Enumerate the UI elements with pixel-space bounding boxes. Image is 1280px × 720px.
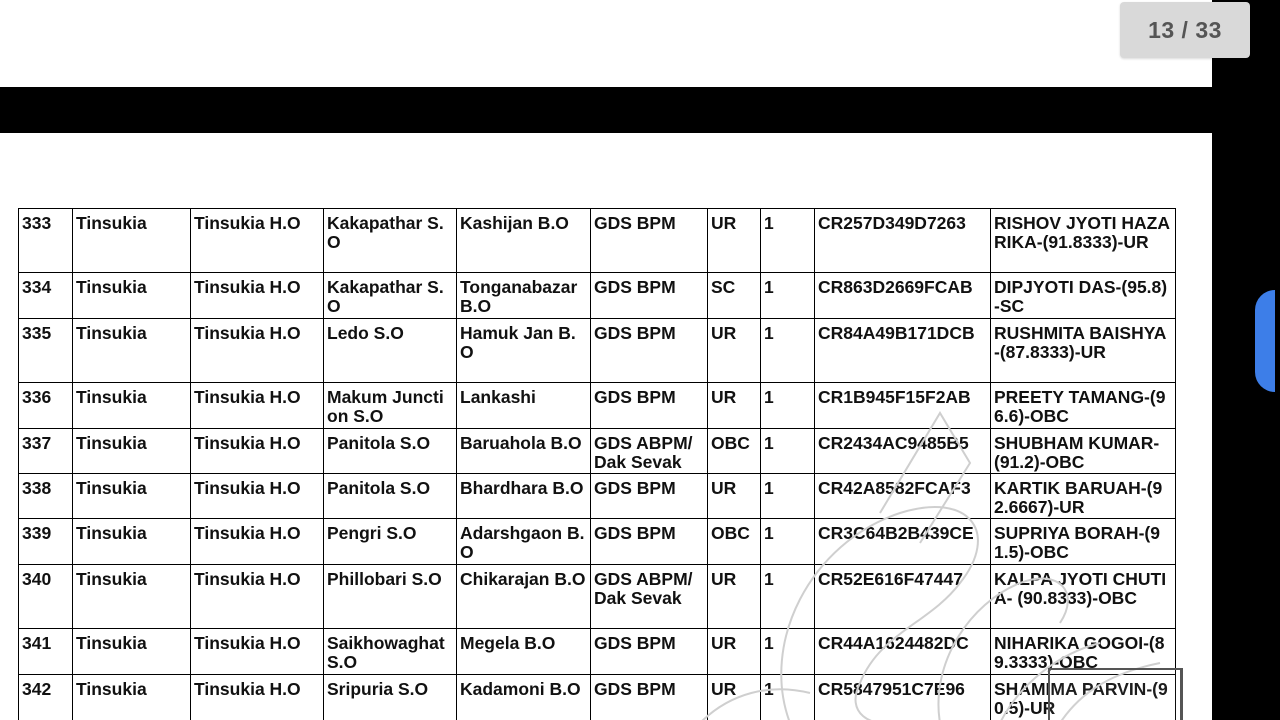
branch-office-cell: Tonganabazar B.O [457,273,591,319]
sl-no-cell: 333 [19,209,73,273]
head-office-cell: Tinsukia H.O [191,319,324,383]
head-office-cell: Tinsukia H.O [191,429,324,474]
division-cell: Tinsukia [73,629,191,675]
sub-office-cell: Pengri S.O [324,519,457,565]
division-cell: Tinsukia [73,383,191,429]
candidate-cell: DIPJYOTI DAS-(95.8)-SC [991,273,1176,319]
table-row [19,429,1176,474]
candidate-cell: SHUBHAM KUMAR-(91.2)-OBC [991,429,1176,474]
vacancy-cell: 1 [761,383,815,429]
registration-cell: CR42A8582FCAF3 [815,474,991,519]
post-cell: GDS ABPM/ Dak Sevak [591,429,708,474]
registration-cell: CR863D2669FCAB [815,273,991,319]
candidate-cell: PREETY TAMANG-(96.6)-OBC [991,383,1176,429]
sub-office-cell: Saikhowaghat S.O [324,629,457,675]
post-cell: GDS BPM [591,273,708,319]
table-row [19,209,1176,273]
table-row [19,519,1176,565]
sl-no-cell: 341 [19,629,73,675]
document-page [0,133,1212,720]
candidate-cell: KALPA JYOTI CHUTIA- (90.8333)-OBC [991,565,1176,629]
candidate-cell: SHAMIMA PARVIN-(90.5)-UR [991,675,1176,720]
head-office-cell: Tinsukia H.O [191,383,324,429]
category-cell: UR [708,209,761,273]
sub-office-cell: Kakapathar S.O [324,273,457,319]
results-table-body [19,209,1176,720]
vacancy-cell: 1 [761,429,815,474]
division-cell: Tinsukia [73,209,191,273]
branch-office-cell: Kashijan B.O [457,209,591,273]
sl-no-cell: 342 [19,675,73,720]
table-row [19,273,1176,319]
category-cell: UR [708,474,761,519]
post-cell: GDS BPM [591,209,708,273]
post-cell: GDS BPM [591,474,708,519]
vacancy-cell: 1 [761,209,815,273]
vacancy-cell: 1 [761,319,815,383]
head-office-cell: Tinsukia H.O [191,474,324,519]
category-cell: UR [708,629,761,675]
head-office-cell: Tinsukia H.O [191,675,324,720]
division-cell: Tinsukia [73,675,191,720]
page-counter: 13 / 33 [1120,2,1250,58]
table-row [19,629,1176,675]
branch-office-cell: Hamuk Jan B.O [457,319,591,383]
sub-office-cell: Kakapathar S.O [324,209,457,273]
scroll-handle[interactable] [1255,290,1275,392]
post-cell: GDS BPM [591,675,708,720]
category-cell: UR [708,565,761,629]
category-cell: OBC [708,429,761,474]
category-cell: UR [708,675,761,720]
table-row [19,675,1176,720]
post-cell: GDS BPM [591,319,708,383]
branch-office-cell: Chikarajan B.O [457,565,591,629]
post-cell: GDS BPM [591,519,708,565]
division-cell: Tinsukia [73,429,191,474]
table-row [19,383,1176,429]
branch-office-cell: Megela B.O [457,629,591,675]
vacancy-cell: 1 [761,273,815,319]
division-cell: Tinsukia [73,565,191,629]
registration-cell: CR84A49B171DCB [815,319,991,383]
sub-office-cell: Panitola S.O [324,474,457,519]
table-row [19,319,1176,383]
head-office-cell: Tinsukia H.O [191,519,324,565]
category-cell: SC [708,273,761,319]
sl-no-cell: 339 [19,519,73,565]
sub-office-cell: Ledo S.O [324,319,457,383]
category-cell: OBC [708,519,761,565]
post-cell: GDS BPM [591,629,708,675]
branch-office-cell: Bhardhara B.O [457,474,591,519]
sl-no-cell: 336 [19,383,73,429]
sl-no-cell: 334 [19,273,73,319]
sl-no-cell: 338 [19,474,73,519]
sub-office-cell: Sripuria S.O [324,675,457,720]
vacancy-cell: 1 [761,675,815,720]
vacancy-cell: 1 [761,474,815,519]
viewer-top-area [0,0,1212,87]
vacancy-cell: 1 [761,565,815,629]
registration-cell: CR2434AC9485B5 [815,429,991,474]
sl-no-cell: 337 [19,429,73,474]
registration-cell: CR1B945F15F2AB [815,383,991,429]
vacancy-cell: 1 [761,519,815,565]
candidate-cell: RUSHMITA BAISHYA-(87.8333)-UR [991,319,1176,383]
sub-office-cell: Makum Junction S.O [324,383,457,429]
head-office-cell: Tinsukia H.O [191,629,324,675]
candidate-cell: KARTIK BARUAH-(92.6667)-UR [991,474,1176,519]
post-cell: GDS ABPM/ Dak Sevak [591,565,708,629]
sl-no-cell: 340 [19,565,73,629]
category-cell: UR [708,319,761,383]
head-office-cell: Tinsukia H.O [191,209,324,273]
vacancy-cell: 1 [761,629,815,675]
registration-cell: CR52E616F47447 [815,565,991,629]
head-office-cell: Tinsukia H.O [191,273,324,319]
results-table [18,208,1176,720]
branch-office-cell: Kadamoni B.O [457,675,591,720]
division-cell: Tinsukia [73,519,191,565]
branch-office-cell: Adarshgaon B.O [457,519,591,565]
table-row [19,565,1176,629]
branch-office-cell: Lankashi [457,383,591,429]
sl-no-cell: 335 [19,319,73,383]
table-row [19,474,1176,519]
candidate-cell: SUPRIYA BORAH-(91.5)-OBC [991,519,1176,565]
division-cell: Tinsukia [73,319,191,383]
sub-office-cell: Phillobari S.O [324,565,457,629]
division-cell: Tinsukia [73,474,191,519]
post-cell: GDS BPM [591,383,708,429]
branch-office-cell: Baruahola B.O [457,429,591,474]
registration-cell: CR44A1624482DC [815,629,991,675]
candidate-cell: RISHOV JYOTI HAZARIKA-(91.8333)-UR [991,209,1176,273]
head-office-cell: Tinsukia H.O [191,565,324,629]
candidate-cell: NIHARIKA GOGOI-(89.3333)-OBC [991,629,1176,675]
category-cell: UR [708,383,761,429]
registration-cell: CR257D349D7263 [815,209,991,273]
division-cell: Tinsukia [73,273,191,319]
registration-cell: CR5847951C7E96 [815,675,991,720]
sub-office-cell: Panitola S.O [324,429,457,474]
registration-cell: CR3C64B2B439CE [815,519,991,565]
page-separator-band [0,87,1212,133]
